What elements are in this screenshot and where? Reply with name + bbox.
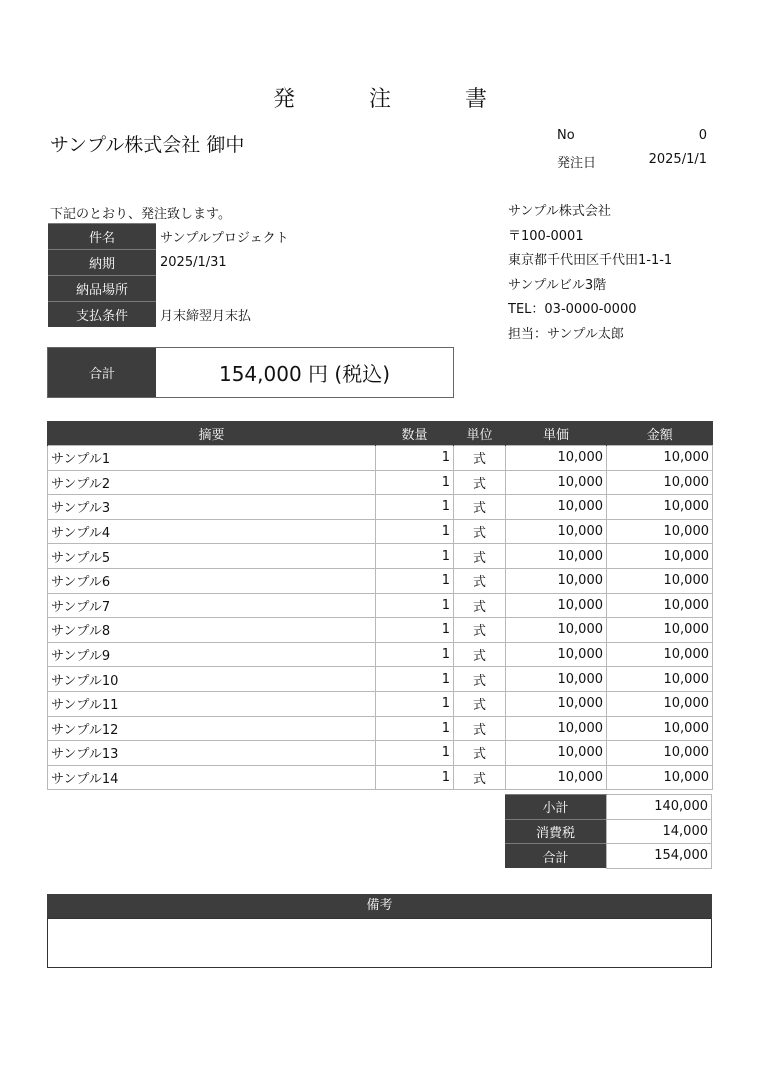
info-label: 件名 <box>48 224 156 250</box>
item-unit-price: 10,000 <box>506 741 607 766</box>
item-unit-price: 10,000 <box>506 667 607 692</box>
summary-table <box>505 794 712 869</box>
item-unit-price: 10,000 <box>506 470 607 495</box>
items-table <box>47 421 713 790</box>
order-date <box>557 152 707 172</box>
item-quantity: 1 <box>376 470 454 495</box>
summary-row-tax <box>505 819 712 844</box>
item-unit-price: 10,000 <box>506 568 607 593</box>
item-amount: 10,000 <box>607 470 713 495</box>
item-unit: 式 <box>454 716 506 741</box>
item-quantity: 1 <box>376 716 454 741</box>
table-row <box>48 741 713 766</box>
info-label: 支払条件 <box>48 302 156 328</box>
item-description: サンプル9 <box>48 642 376 667</box>
item-amount: 10,000 <box>607 691 713 716</box>
item-description: サンプル8 <box>48 618 376 643</box>
info-row-delivery-place <box>48 276 360 302</box>
item-quantity: 1 <box>376 741 454 766</box>
document-title: 発 注 書 <box>272 87 513 112</box>
item-unit-price: 10,000 <box>506 544 607 569</box>
item-unit-price: 10,000 <box>506 642 607 667</box>
item-unit: 式 <box>454 519 506 544</box>
col-header-quantity: 数量 <box>376 421 454 446</box>
table-row <box>48 470 713 495</box>
table-row <box>48 716 713 741</box>
item-unit: 式 <box>454 568 506 593</box>
summary-label: 小計 <box>505 795 607 820</box>
order-number-value: 0 <box>698 128 707 143</box>
summary-row-subtotal <box>505 795 712 820</box>
item-unit: 式 <box>454 642 506 667</box>
col-header-unit-price: 単価 <box>506 421 607 446</box>
table-row <box>48 495 713 520</box>
item-unit: 式 <box>454 691 506 716</box>
sender-company: サンプル株式会社 <box>508 204 611 219</box>
item-unit-price: 10,000 <box>506 495 607 520</box>
item-description: サンプル7 <box>48 593 376 618</box>
item-amount: 10,000 <box>607 642 713 667</box>
item-description: サンプル11 <box>48 691 376 716</box>
sender-contact: 担当：サンプル太郎 <box>508 326 624 342</box>
sender-block <box>508 200 672 348</box>
items-header-row <box>48 421 713 446</box>
info-label: 納期 <box>48 250 156 276</box>
item-unit-price: 10,000 <box>506 446 607 471</box>
item-unit-price: 10,000 <box>506 618 607 643</box>
remarks-header: 備考 <box>47 894 712 918</box>
item-description: サンプル13 <box>48 741 376 766</box>
summary-value: 14,000 <box>607 819 712 844</box>
info-row-payment-terms <box>48 302 360 328</box>
summary-value: 154,000 <box>607 844 712 869</box>
item-description: サンプル2 <box>48 470 376 495</box>
item-quantity: 1 <box>376 765 454 790</box>
client-name: サンプル株式会社 御中 <box>50 134 245 156</box>
summary-label: 合計 <box>505 844 607 869</box>
table-row <box>48 519 713 544</box>
sender-postal: 〒100-0001 <box>508 228 584 244</box>
item-quantity: 1 <box>376 519 454 544</box>
col-header-unit: 単位 <box>454 421 506 446</box>
item-description: サンプル14 <box>48 765 376 790</box>
summary-row-total <box>505 844 712 869</box>
item-description: サンプル1 <box>48 446 376 471</box>
item-amount: 10,000 <box>607 544 713 569</box>
summary-label: 消費税 <box>505 819 607 844</box>
item-amount: 10,000 <box>607 519 713 544</box>
table-row <box>48 691 713 716</box>
item-amount: 10,000 <box>607 446 713 471</box>
order-info-table <box>48 223 360 327</box>
item-unit: 式 <box>454 667 506 692</box>
item-amount: 10,000 <box>607 593 713 618</box>
info-value: 月末締翌月末払 <box>160 308 252 324</box>
item-description: サンプル4 <box>48 519 376 544</box>
item-description: サンプル10 <box>48 667 376 692</box>
item-unit-price: 10,000 <box>506 765 607 790</box>
info-value: 2025/1/31 <box>160 255 227 270</box>
item-unit: 式 <box>454 446 506 471</box>
order-number-label: No <box>557 128 575 143</box>
item-unit-price: 10,000 <box>506 519 607 544</box>
item-unit: 式 <box>454 593 506 618</box>
item-unit: 式 <box>454 544 506 569</box>
item-unit-price: 10,000 <box>506 691 607 716</box>
item-description: サンプル5 <box>48 544 376 569</box>
info-row-subject <box>48 224 360 250</box>
order-date-label: 発注日 <box>557 156 597 171</box>
item-unit: 式 <box>454 765 506 790</box>
item-quantity: 1 <box>376 568 454 593</box>
info-value: サンプルプロジェクト <box>160 231 289 246</box>
item-unit: 式 <box>454 741 506 766</box>
item-unit: 式 <box>454 618 506 643</box>
table-row <box>48 618 713 643</box>
table-row <box>48 446 713 471</box>
grand-total-value: 154,000 円 (税込) <box>218 362 391 386</box>
table-row <box>48 667 713 692</box>
item-quantity: 1 <box>376 618 454 643</box>
item-amount: 10,000 <box>607 741 713 766</box>
item-quantity: 1 <box>376 544 454 569</box>
order-number <box>557 128 707 148</box>
item-description: サンプル6 <box>48 568 376 593</box>
item-amount: 10,000 <box>607 618 713 643</box>
info-value <box>156 276 360 302</box>
table-row <box>48 593 713 618</box>
item-unit: 式 <box>454 495 506 520</box>
summary-value: 140,000 <box>607 795 712 820</box>
item-amount: 10,000 <box>607 667 713 692</box>
grand-total-box <box>47 347 454 398</box>
remarks-body <box>47 918 712 968</box>
item-amount: 10,000 <box>607 495 713 520</box>
sender-address1: 東京都千代田区千代田1-1-1 <box>508 253 673 269</box>
item-amount: 10,000 <box>607 765 713 790</box>
sender-address2: サンプルビル3階 <box>508 277 607 293</box>
item-description: サンプル3 <box>48 495 376 520</box>
table-row <box>48 642 713 667</box>
item-unit-price: 10,000 <box>506 593 607 618</box>
item-quantity: 1 <box>376 691 454 716</box>
item-amount: 10,000 <box>607 568 713 593</box>
item-quantity: 1 <box>376 642 454 667</box>
grand-total-label: 合計 <box>48 348 156 397</box>
item-unit: 式 <box>454 470 506 495</box>
item-quantity: 1 <box>376 446 454 471</box>
info-label: 納品場所 <box>48 276 156 302</box>
info-row-deadline <box>48 250 360 276</box>
item-quantity: 1 <box>376 593 454 618</box>
col-header-description: 摘要 <box>48 421 376 446</box>
table-row <box>48 544 713 569</box>
item-quantity: 1 <box>376 495 454 520</box>
item-description: サンプル12 <box>48 716 376 741</box>
table-row <box>48 568 713 593</box>
items-body <box>48 446 713 790</box>
item-unit-price: 10,000 <box>506 716 607 741</box>
item-quantity: 1 <box>376 667 454 692</box>
sender-tel: TEL：03-0000-0000 <box>508 302 637 318</box>
item-amount: 10,000 <box>607 716 713 741</box>
table-row <box>48 765 713 790</box>
intro-text: 下記のとおり、発注致します。 <box>50 207 231 222</box>
order-date-value: 2025/1/1 <box>648 152 707 167</box>
col-header-amount: 金額 <box>607 421 713 446</box>
